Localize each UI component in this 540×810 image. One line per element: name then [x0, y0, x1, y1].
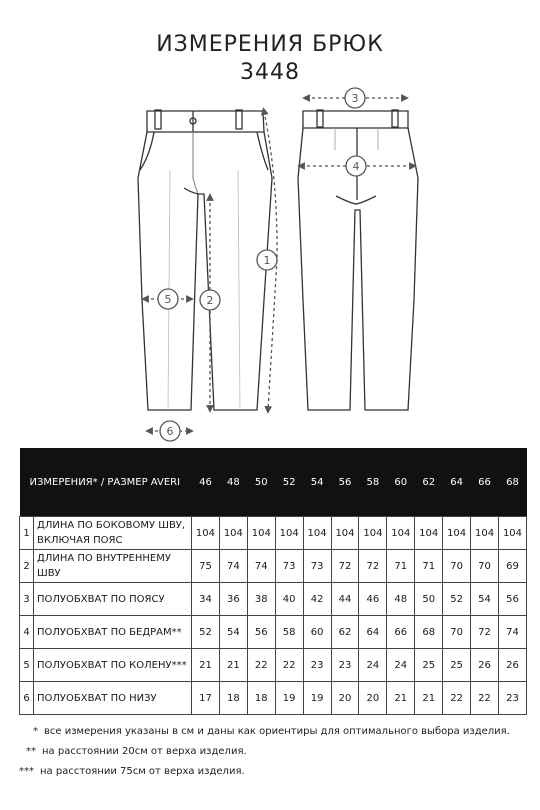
footnote-mark: * [33, 726, 38, 737]
front-view [138, 110, 272, 410]
table-cell: 22 [247, 649, 275, 682]
marker-4 [346, 156, 366, 176]
table-row [20, 517, 527, 550]
size-header-46: 46 [192, 448, 220, 517]
svg-text:4: 4 [352, 160, 360, 173]
table-row [20, 583, 527, 616]
header-label: ИЗМЕРЕНИЯ* / РАЗМЕР AVERI [20, 448, 192, 517]
table-cell: 21 [415, 682, 443, 715]
table-cell: 18 [247, 682, 275, 715]
table-cell: 54 [219, 616, 247, 649]
table-cell: 26 [498, 649, 526, 682]
table-cell: 52 [192, 616, 220, 649]
table-cell: 46 [359, 583, 387, 616]
table-cell: 73 [275, 550, 303, 583]
table-cell: 23 [303, 649, 331, 682]
table-cell: 104 [192, 517, 220, 550]
svg-text:1: 1 [263, 254, 271, 267]
table-cell: 104 [275, 517, 303, 550]
table-cell: 104 [303, 517, 331, 550]
table-cell: 72 [471, 616, 499, 649]
table-row [20, 550, 527, 583]
table-cell: 22 [275, 649, 303, 682]
table-cell: 104 [331, 517, 359, 550]
table-cell: 36 [219, 583, 247, 616]
table-cell: 24 [387, 649, 415, 682]
table-cell: 104 [387, 517, 415, 550]
row-number: 3 [20, 583, 34, 616]
table-cell: 40 [275, 583, 303, 616]
measurement-name: ДЛИНА ПО БОКОВОМУ ШВУ, ВКЛЮЧАЯ ПОЯС [34, 517, 192, 550]
marker-5 [158, 289, 178, 309]
table-cell: 73 [303, 550, 331, 583]
table-cell: 70 [443, 616, 471, 649]
measurement-name: ДЛИНА ПО ВНУТРЕННЕМУ ШВУ [34, 550, 192, 583]
size-header-62: 62 [415, 448, 443, 517]
footnote [26, 746, 247, 757]
table-cell: 20 [331, 682, 359, 715]
table-cell: 38 [247, 583, 275, 616]
table-row [20, 649, 527, 682]
table-cell: 19 [275, 682, 303, 715]
size-header-48: 48 [219, 448, 247, 517]
footnote-mark: ** [26, 746, 36, 757]
table-cell: 34 [192, 583, 220, 616]
table-cell: 70 [443, 550, 471, 583]
size-header-50: 50 [247, 448, 275, 517]
table-cell: 23 [331, 649, 359, 682]
table-cell: 25 [415, 649, 443, 682]
marker-3 [345, 88, 365, 108]
row-number: 2 [20, 550, 34, 583]
table-cell: 104 [359, 517, 387, 550]
table-cell: 104 [471, 517, 499, 550]
row-number: 6 [20, 682, 34, 715]
table-cell: 56 [247, 616, 275, 649]
size-header-60: 60 [387, 448, 415, 517]
table-row [20, 616, 527, 649]
table-cell: 64 [359, 616, 387, 649]
table-cell: 17 [192, 682, 220, 715]
table-cell: 71 [387, 550, 415, 583]
marker-2 [200, 290, 220, 310]
footnote [33, 726, 510, 737]
size-header-68: 68 [498, 448, 526, 517]
table-cell: 42 [303, 583, 331, 616]
size-header-54: 54 [303, 448, 331, 517]
size-table [19, 448, 527, 715]
table-cell: 70 [471, 550, 499, 583]
back-view [298, 110, 418, 410]
marker-6 [160, 421, 180, 441]
table-cell: 24 [359, 649, 387, 682]
table-cell: 18 [219, 682, 247, 715]
table-cell: 104 [498, 517, 526, 550]
table-row [20, 682, 527, 715]
size-header-66: 66 [471, 448, 499, 517]
footnote [19, 766, 245, 777]
table-cell: 50 [415, 583, 443, 616]
table-cell: 104 [247, 517, 275, 550]
table-cell: 72 [331, 550, 359, 583]
size-header-52: 52 [275, 448, 303, 517]
table-cell: 68 [415, 616, 443, 649]
table-cell: 56 [498, 583, 526, 616]
table-cell: 22 [471, 682, 499, 715]
svg-text:6: 6 [166, 425, 174, 438]
table-cell: 74 [498, 616, 526, 649]
table-cell: 21 [387, 682, 415, 715]
table-cell: 75 [192, 550, 220, 583]
size-header-58: 58 [359, 448, 387, 517]
table-cell: 71 [415, 550, 443, 583]
table-cell: 58 [275, 616, 303, 649]
page-title: ИЗМЕРЕНИЯ БРЮК [156, 32, 384, 57]
row-number: 5 [20, 649, 34, 682]
table-cell: 104 [219, 517, 247, 550]
table-cell: 52 [443, 583, 471, 616]
table-cell: 104 [443, 517, 471, 550]
table-cell: 104 [415, 517, 443, 550]
table-cell: 19 [303, 682, 331, 715]
table-cell: 21 [219, 649, 247, 682]
footnote-text: на расстоянии 75см от верха изделия. [40, 766, 245, 777]
table-cell: 25 [443, 649, 471, 682]
row-number: 1 [20, 517, 34, 550]
measurement-name: ПОЛУОБХВАТ ПО БЕДРАМ** [34, 616, 192, 649]
table-cell: 74 [219, 550, 247, 583]
marker-1 [257, 250, 277, 270]
footnote-text: все измерения указаны в см и даны как ориентиры для оптимального выбора изделия. [44, 726, 510, 737]
table-cell: 62 [331, 616, 359, 649]
size-header-64: 64 [443, 448, 471, 517]
svg-text:2: 2 [206, 294, 214, 307]
table-cell: 44 [331, 583, 359, 616]
table-cell: 48 [387, 583, 415, 616]
table-cell: 54 [471, 583, 499, 616]
svg-text:5: 5 [164, 293, 172, 306]
table-cell: 23 [498, 682, 526, 715]
measurement-name: ПОЛУОБХВАТ ПО НИЗУ [34, 682, 192, 715]
size-table-header [20, 448, 527, 517]
table-cell: 69 [498, 550, 526, 583]
measurement-name: ПОЛУОБХВАТ ПО ПОЯСУ [34, 583, 192, 616]
table-cell: 26 [471, 649, 499, 682]
table-cell: 74 [247, 550, 275, 583]
row-number: 4 [20, 616, 34, 649]
size-header-56: 56 [331, 448, 359, 517]
footnote-text: на расстоянии 20см от верха изделия. [42, 746, 247, 757]
table-cell: 20 [359, 682, 387, 715]
table-cell: 21 [192, 649, 220, 682]
svg-text:3: 3 [351, 92, 359, 105]
table-cell: 66 [387, 616, 415, 649]
measurement-name: ПОЛУОБХВАТ ПО КОЛЕНУ*** [34, 649, 192, 682]
table-cell: 22 [443, 682, 471, 715]
table-cell: 60 [303, 616, 331, 649]
article-number: 3448 [240, 60, 300, 85]
table-cell: 72 [359, 550, 387, 583]
footnote-mark: *** [19, 766, 34, 777]
